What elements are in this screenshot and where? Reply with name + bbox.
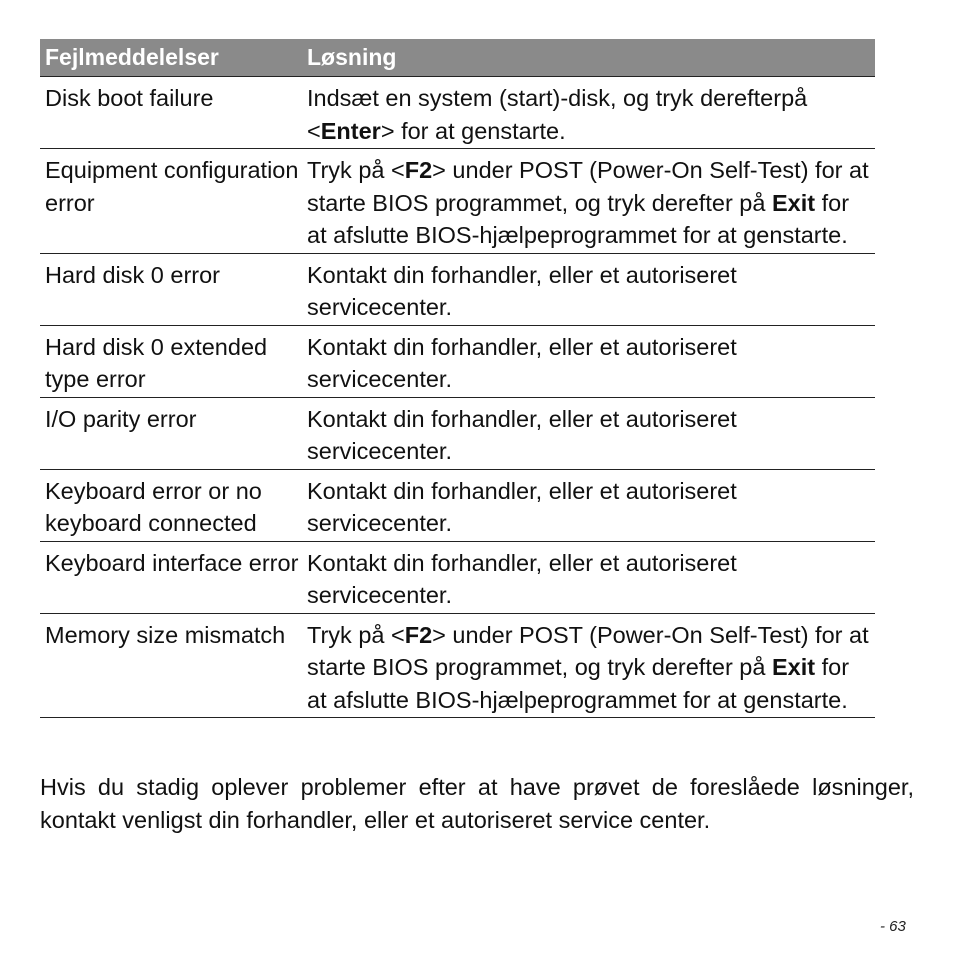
table-row <box>40 325 875 397</box>
table-row <box>40 77 875 149</box>
solution-key: Exit <box>771 654 816 680</box>
solution-key: Exit <box>771 189 816 216</box>
table-row <box>40 613 875 718</box>
error-cell: Disk boot failure <box>40 77 302 149</box>
solution-text: > for at genstarte. <box>380 117 566 144</box>
solution-cell <box>302 253 875 325</box>
header-solution: Løsning <box>302 39 875 77</box>
error-cell: Memory size mismatch <box>40 613 302 718</box>
solution-cell <box>302 77 875 149</box>
footer-paragraph: Hvis du stadig oplever problemer efter at have prøvet de foreslåede løsninger, kontakt venligst din forhandler, eller et autoriseret service center. <box>40 774 914 833</box>
solution-cell <box>302 149 875 254</box>
solution-key: Enter <box>320 117 381 144</box>
table-row <box>40 397 875 469</box>
error-messages-table <box>40 39 875 718</box>
solution-cell <box>302 541 875 613</box>
solution-text: på < <box>307 85 808 144</box>
header-error-messages: Fejlmeddelelser <box>40 39 302 77</box>
solution-text: for at afslutte BIOS-hjælpeprogrammet for at genstarte. <box>307 654 850 713</box>
solution-cell <box>302 397 875 469</box>
solution-key: F2 <box>404 621 433 648</box>
table-row <box>40 253 875 325</box>
solution-text: Tryk på < <box>307 157 405 183</box>
error-cell: I/O parity error <box>40 397 302 469</box>
error-cell: Hard disk 0 extended type error <box>40 325 302 397</box>
solution-text: Kontakt din forhandler, eller et autoriseret servicecenter. <box>307 405 737 464</box>
solution-text: > under POST (Power-On Self-Test) for at starte BIOS programmet, og tryk derefter på <box>307 157 869 216</box>
solution-text: Indsæt en system (start)-disk, og tryk derefter <box>307 85 782 111</box>
solution-cell <box>302 613 875 718</box>
error-cell: Keyboard error or no keyboard connected <box>40 469 302 541</box>
solution-text: Tryk på < <box>307 621 405 648</box>
solution-cell <box>302 325 875 397</box>
table-row <box>40 149 875 254</box>
solution-text: Kontakt din forhandler, eller et autoriseret servicecenter. <box>307 261 737 320</box>
solution-text: for at afslutte BIOS-hjælpeprogrammet for at genstarte. <box>307 189 850 248</box>
solution-text: Kontakt din forhandler, eller et autoriseret servicecenter. <box>307 477 737 536</box>
solution-key: F2 <box>404 157 433 183</box>
table-row <box>40 469 875 541</box>
page-number: - 63 <box>880 918 906 935</box>
error-cell: Hard disk 0 error <box>40 253 302 325</box>
table-row <box>40 541 875 613</box>
error-cell: Keyboard interface error <box>40 541 302 613</box>
solution-text: > under POST (Power-On Self-Test) for at starte BIOS programmet, og tryk derefter på <box>307 621 869 680</box>
error-cell: Equipment configuration error <box>40 149 302 254</box>
table-body <box>40 77 875 718</box>
solution-text: Kontakt din forhandler, eller et autoriseret servicecenter. <box>307 333 737 392</box>
solution-cell <box>302 469 875 541</box>
solution-text: Kontakt din forhandler, eller et autoriseret servicecenter. <box>307 549 737 608</box>
table-header-row <box>40 39 875 77</box>
